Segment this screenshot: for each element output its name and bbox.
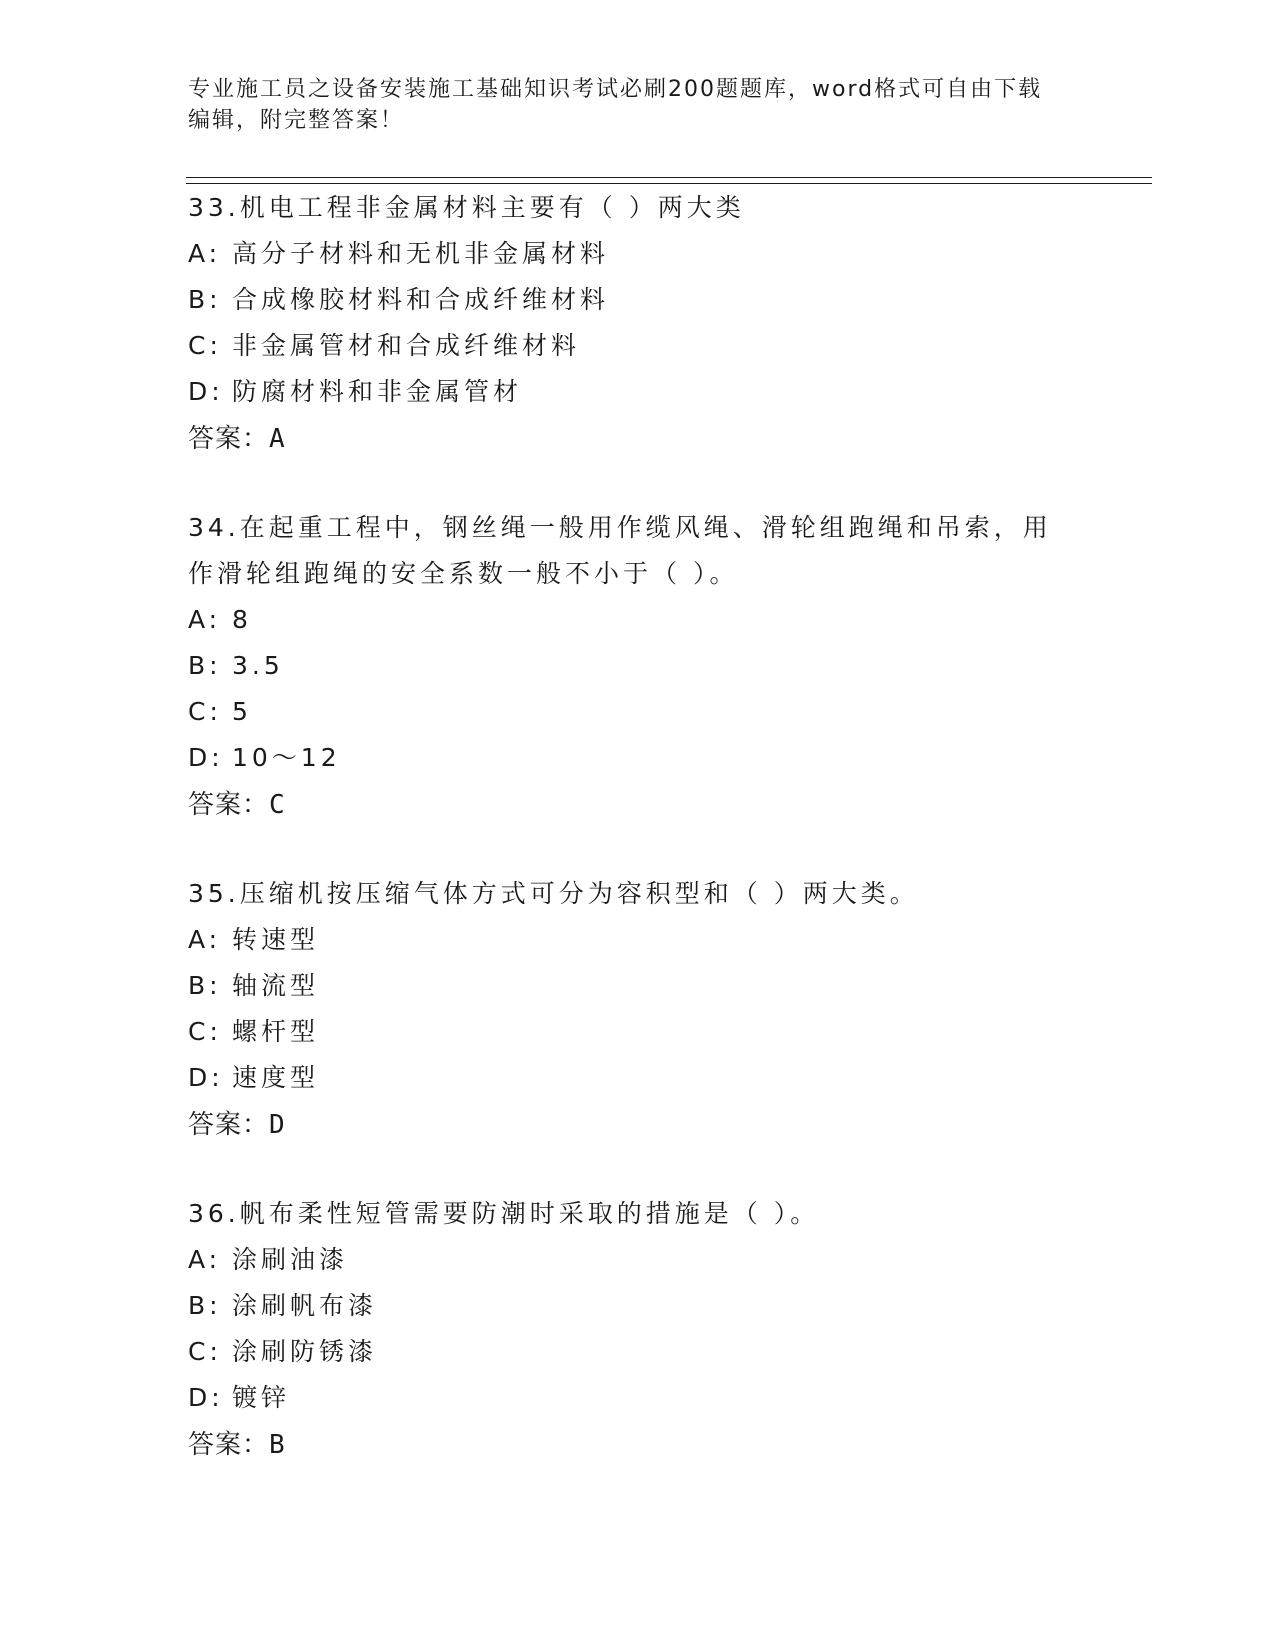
option-b <box>188 277 1088 323</box>
option-b <box>188 1283 1088 1329</box>
option-c <box>188 1329 1088 1375</box>
answer-line <box>188 415 1088 461</box>
option-letter: C: <box>188 1337 222 1366</box>
option-letter: A: <box>188 239 222 268</box>
option-letter: D: <box>188 743 224 772</box>
answer-label: 答案： <box>188 423 270 453</box>
option-text: 速度型 <box>232 1063 320 1092</box>
question-text: 35.压缩机按压缩气体方式可分为容积型和（ ）两大类。 <box>188 879 919 908</box>
answer-value: C <box>269 790 285 820</box>
option-text: 10～12 <box>232 743 341 772</box>
option-letter: B: <box>188 971 222 1000</box>
option-text: 螺杆型 <box>232 1017 320 1046</box>
option-c <box>188 323 1088 369</box>
question-spacer <box>188 827 1088 871</box>
question-list <box>188 185 1088 1467</box>
header-divider-bottom <box>186 183 1152 184</box>
option-text: 高分子材料和无机非金属材料 <box>232 239 610 268</box>
option-b <box>188 643 1088 689</box>
option-letter: D: <box>188 377 224 406</box>
question-34 <box>188 505 1088 827</box>
option-letter: D: <box>188 1383 224 1412</box>
answer-line <box>188 781 1088 827</box>
option-text: 涂刷帆布漆 <box>232 1291 378 1320</box>
option-letter: B: <box>188 651 222 680</box>
question-spacer <box>188 461 1088 505</box>
answer-value: D <box>269 1110 285 1140</box>
option-letter: A: <box>188 1245 222 1274</box>
question-33 <box>188 185 1088 461</box>
option-letter: C: <box>188 1017 222 1046</box>
question-text: 33.机电工程非金属材料主要有（ ）两大类 <box>188 193 745 222</box>
question-spacer <box>188 1147 1088 1191</box>
option-letter: C: <box>188 331 222 360</box>
option-text: 5 <box>232 697 252 726</box>
option-letter: C: <box>188 697 222 726</box>
option-text: 镀锌 <box>232 1383 291 1412</box>
option-text: 非金属管材和合成纤维材料 <box>232 331 581 360</box>
option-d <box>188 735 1088 781</box>
answer-label: 答案： <box>188 1429 270 1459</box>
answer-line <box>188 1421 1088 1467</box>
option-text: 8 <box>232 605 252 634</box>
option-b <box>188 963 1088 1009</box>
answer-line <box>188 1101 1088 1147</box>
option-letter: A: <box>188 925 222 954</box>
option-text: 防腐材料和非金属管材 <box>232 377 523 406</box>
answer-value: B <box>269 1430 285 1460</box>
answer-label: 答案： <box>188 1109 270 1139</box>
option-d <box>188 1055 1088 1101</box>
question-text: 36.帆布柔性短管需要防潮时采取的措施是（ ）。 <box>188 1199 820 1228</box>
option-text: 合成橡胶材料和合成纤维材料 <box>232 285 610 314</box>
option-c <box>188 689 1088 735</box>
option-c <box>188 1009 1088 1055</box>
option-a <box>188 917 1088 963</box>
option-a <box>188 1237 1088 1283</box>
option-text: 3.5 <box>232 651 284 680</box>
question-text: 34.在起重工程中，钢丝绳一般用作缆风绳、滑轮组跑绳和吊索，用作滑轮组跑绳的安全系数一般不小于（ ）。 <box>188 513 1052 588</box>
option-text: 涂刷油漆 <box>232 1245 349 1274</box>
header-line-1: 专业施工员之设备安装施工基础知识考试必刷200题题库，word格式可自由下载 <box>188 77 1043 102</box>
header-line-2: 编辑，附完整答案！ <box>188 108 405 133</box>
question-36 <box>188 1191 1088 1467</box>
option-letter: B: <box>188 285 222 314</box>
option-letter: D: <box>188 1063 224 1092</box>
question-35 <box>188 871 1088 1147</box>
option-letter: A: <box>188 605 222 634</box>
option-text: 轴流型 <box>232 971 320 1000</box>
option-d <box>188 1375 1088 1421</box>
answer-label: 答案： <box>188 789 270 819</box>
option-letter: B: <box>188 1291 222 1320</box>
option-text: 涂刷防锈漆 <box>232 1337 378 1366</box>
option-a <box>188 597 1088 643</box>
answer-value: A <box>269 424 285 454</box>
document-header <box>188 74 1068 136</box>
option-a <box>188 231 1088 277</box>
header-divider-top <box>186 177 1152 178</box>
option-text: 转速型 <box>232 925 320 954</box>
option-d <box>188 369 1088 415</box>
